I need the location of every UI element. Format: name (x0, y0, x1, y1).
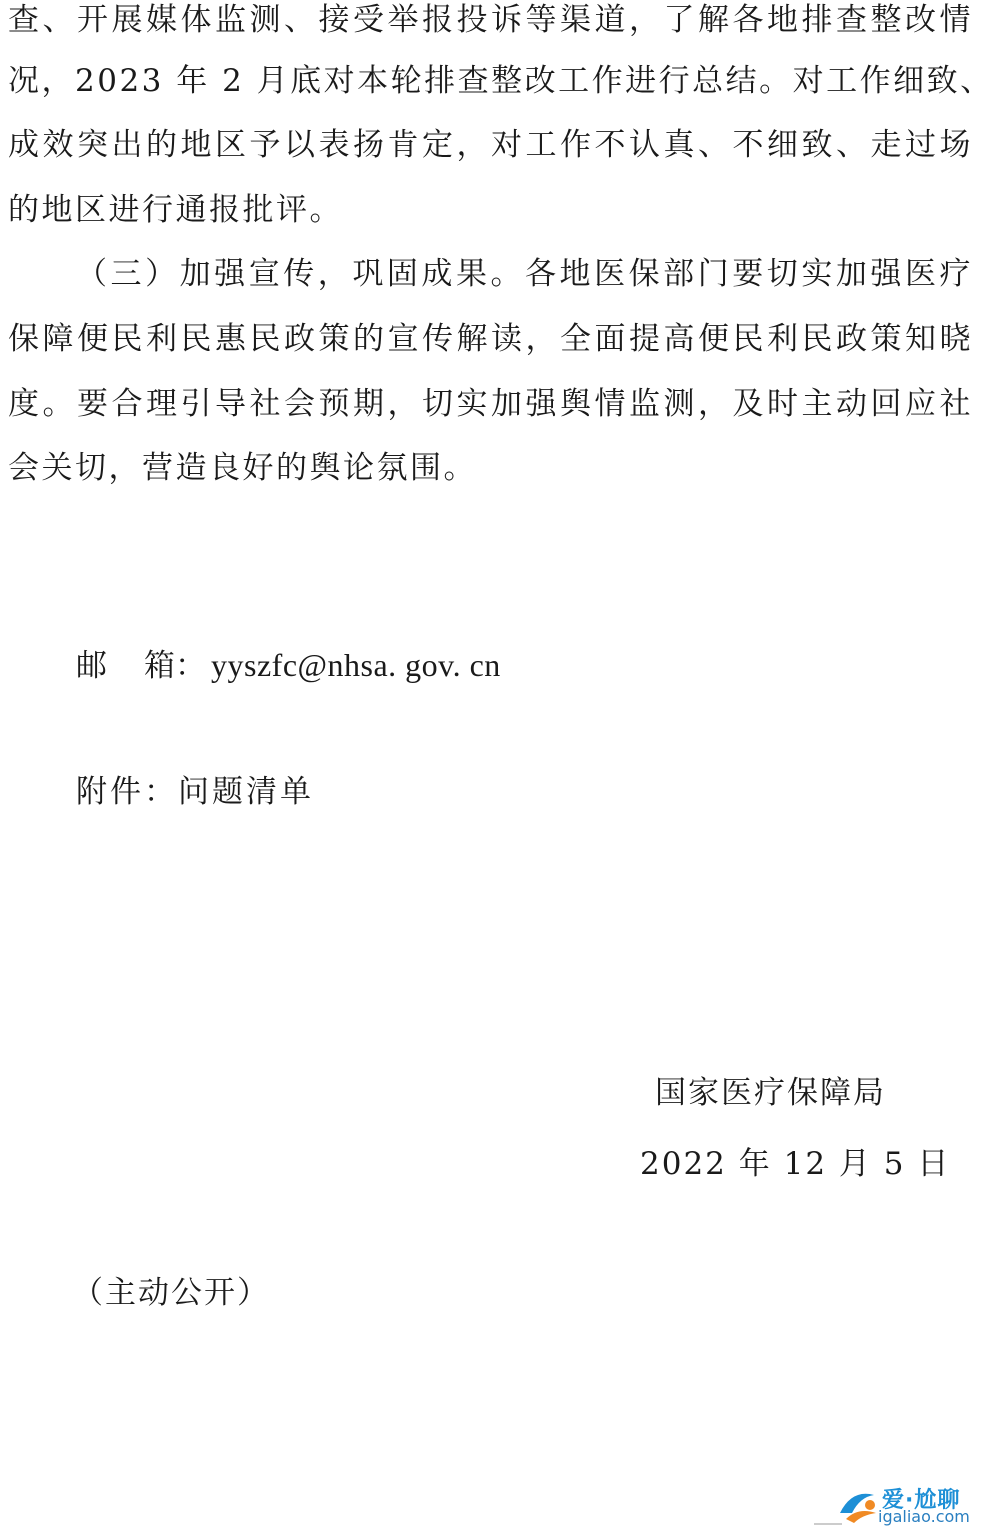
paragraph-1-line-1: 查、开展媒体监测、接受举报投诉等渠道，了解各地排查整改情 (8, 2, 973, 38)
watermark-url: igaliao.com (878, 1507, 970, 1526)
paragraph-2-line-2: 保障便民利民惠民政策的宣传解读，全面提高便民利民政策知晓 (8, 321, 973, 357)
paragraph-2-line-1: （三）加强宣传，巩固成果。各地医保部门要切实加强医疗 (76, 256, 973, 292)
issue-date: 2022 年 12 月 5 日 (640, 1146, 951, 1182)
paragraph-1-line-4: 的地区进行通报批评。 (8, 192, 343, 228)
paragraph-1-line-3: 成效突出的地区予以表扬肯定，对工作不认真、不细致、走过场 (8, 127, 973, 163)
site-watermark (812, 1483, 992, 1527)
paragraph-2-line-4: 会关切，营造良好的舆论氛围。 (8, 450, 477, 486)
email-label (76, 646, 211, 686)
watermark-logo-icon (812, 1483, 888, 1527)
paragraph-2-line-3: 度。要合理引导社会预期，切实加强舆情监测，及时主动回应社 (8, 386, 973, 422)
email-label-char-2: 箱： (144, 648, 206, 684)
disclosure-note: （主动公开） (72, 1275, 270, 1311)
email-address: yyszfc@nhsa. gov. cn (211, 647, 501, 683)
attachment-line: 附件：问题清单 (76, 774, 314, 810)
email-line (76, 645, 501, 686)
paragraph-1-line-2: 况，2023 年 2 月底对本轮排查整改工作进行总结。对工作细致、 (8, 63, 994, 99)
issuing-agency: 国家医疗保障局 (655, 1075, 886, 1111)
watermark-title: 爱·尬聊 (882, 1488, 961, 1513)
email-label-char-1: 邮 (76, 648, 107, 684)
